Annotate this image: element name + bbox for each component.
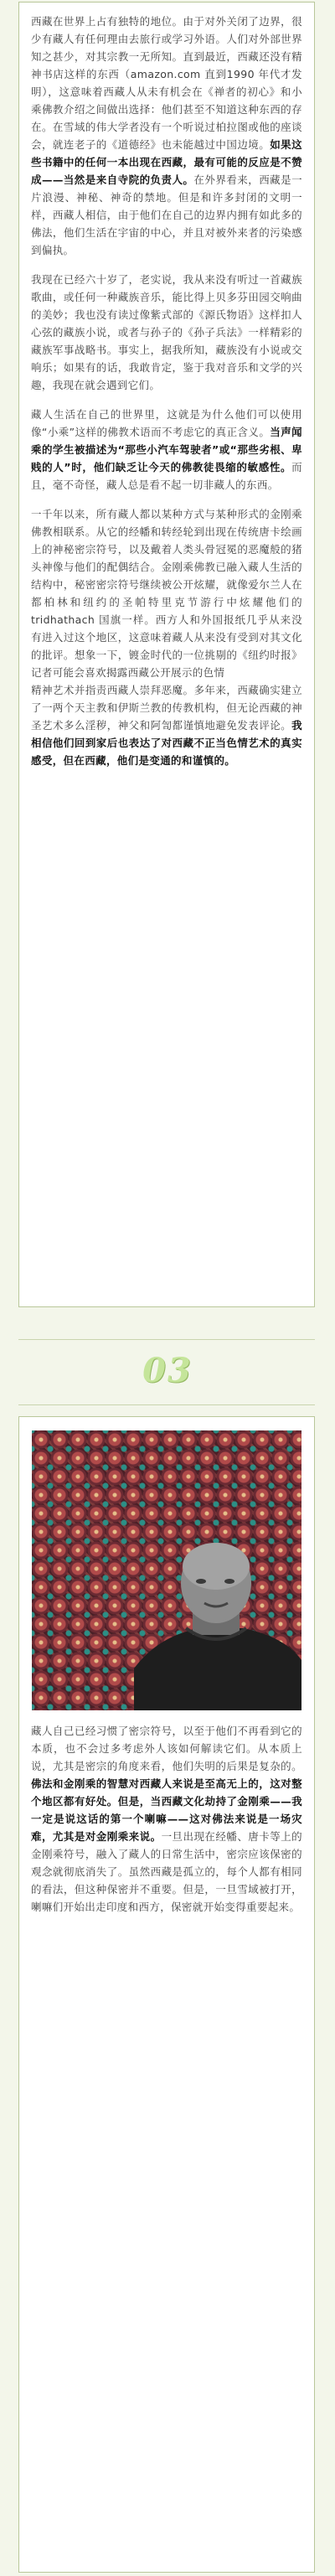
paragraph-music-literature: 我现在已经六十岁了，老实说，我从来没有听过一首藏族歌曲，或任何一种藏族音乐，能比得上贝多芬田园交响曲的美妙；我也没有读过像紫式部的《源氏物语》这样扣人心弦的藏族小说，或者与孙子的《孙子兵法》一样精彩的藏族军事战略书。事实上，据我所知，藏族没有小说或交响乐；如果有的话，我敢肯定，鉴于我对音乐和文学的兴趣，我现在就会遇到它们。	[31, 273, 302, 391]
paragraph-tibet-isolation: 西藏在世界上占有独特的地位。由于对外关闭了边界，很少有藏人有任何理由去旅行或学习外语。人们对外部世界知之甚少，对其宗教一无所知。直到最近，西藏还没有精神书店这样的东西（amazon.com 直到1990 年代才发明），这意味着西藏人从未有机会在《禅者的初心》和小乘佛教介绍之间做出选择：他们甚至不知道这种东西的存在。在雪域的伟大学者没有一个听说过柏拉图或他的座谈会，就连老子的《道德经》也未能越过中国边境。如果这些书籍中的任何一本出现在西藏，最有可能的反应是不赞成——当然是来自寺院的负责人。在外界看来，西藏是一片浪漫、神秘、神奇的禁地。但是和许多封闭的文明一样，西藏人相信，由于他们在自己的边界内拥有如此多的佛法，他们生活在宇宙的中心，并且对被外来者的污染感到偏执。	[31, 15, 302, 256]
bold-highlight: 佛法和金刚乘的智慧对西藏人来说是至高无上的，这对整个地区都有好处。但是，当西藏文化劫持了金刚乘——我一定是说这话的第一个喇嘛——这对佛法来说是一场灾难，尤其是对金刚乘来说。	[31, 1777, 302, 1843]
paragraph-hinayana-terms: 藏人生活在自己的世界里，这就是为什么他们可以使用像“小乘”这样的佛教术语而不考虑它的真正含义。当声闻乘的学生被描述为“那些小汽车驾驶者”或“那些劣根、卑贱的人”时，他们缺乏让今天的佛教徒畏缩的敏感性。而且，毫不奇怪，藏人总是看不起一切非藏人的东西。	[31, 408, 302, 491]
bold-highlight: 如果这些书籍中的任何一本出现在西藏，最有可能的反应是不赞成——当然是来自寺院的负责人。	[31, 138, 302, 186]
bold-highlight: 当声闻乘的学生被描述为“那些小汽车驾驶者”或“那些劣根、卑贱的人”时，他们缺乏让今天的佛教徒畏缩的敏感性。	[31, 426, 302, 473]
section-divider-line	[18, 1404, 315, 1405]
paragraph-vajrayana-culture: 一千年以来，所有藏人都以某种方式与某种形式的金刚乘佛教相联系。从它的经幡和转经轮到出现在传统唐卡绘画上的神秘密宗符号，以及戴着人类头骨冠冕的恶魔般的猪头神像与他们的配偶结合。金刚乘佛教已融入藏人生活的结构中，秘密密宗符号继续被公开炫耀，就像爱尔兰人在都柏林和纽约的圣帕特里克节游行中炫耀他们的 tridhathach 国旗一样。西方人和外国报纸几乎从来没有进入过这个地区，这意味着藏人从来没有受到对其文化的批评。想象一下，镀金时代的一位挑剔的《纽约时报》记者可能会喜欢揭露西藏公开展示的色情 精神艺术并指责西藏人崇拜恶魔。多年来，西藏确实建立了一两个天主教和伊斯兰教的传教机构，但无论西藏的神圣艺术多么淫秽，神父和阿訇都谨慎地避免发表评论。我相信他们回到家后也表达了对西藏不正当色情艺术的真实感受，但在西藏，他们是变通的和谨慎的。	[31, 508, 302, 767]
section-divider-line	[18, 1339, 315, 1340]
paragraph-secret-symbols: 藏人自己已经习惯了密宗符号，以至于他们不再看到它的本质，也不会过多考虑外人该如何解读它们。从本质上说，尤其是密宗的角度来看，他们失明的后果是复杂的。佛法和金刚乘的智慧对西藏人来说是至高无上的，这对整个地区都有好处。但是，当西藏文化劫持了金刚乘——我一定是说这话的第一个喇嘛——这对佛法来说是一场灾难，尤其是对金刚乘来说。一旦出现在经幡、唐卡等上的金刚乘符号，融入了藏人的日常生活中，密宗应该保密的观念就彻底消失了。虽然西藏是孤立的，每个人都有相同的看法，但这种保密并不重要。但是，一旦雪域被打开，喇嘛们开始出走印度和西方，保密就开始变得重要起来。	[31, 1725, 302, 1913]
article-text-card	[18, 2, 315, 1307]
bold-highlight: 我相信他们回到家后也表达了对西藏不正当色情艺术的真实感受，但在西藏，他们是变通的和谨慎的。	[31, 719, 302, 767]
portrait-photo	[32, 1430, 302, 1710]
section-number: 03	[142, 1351, 193, 1390]
portrait-figure	[134, 1534, 302, 1710]
article-text-card	[18, 1416, 315, 2573]
